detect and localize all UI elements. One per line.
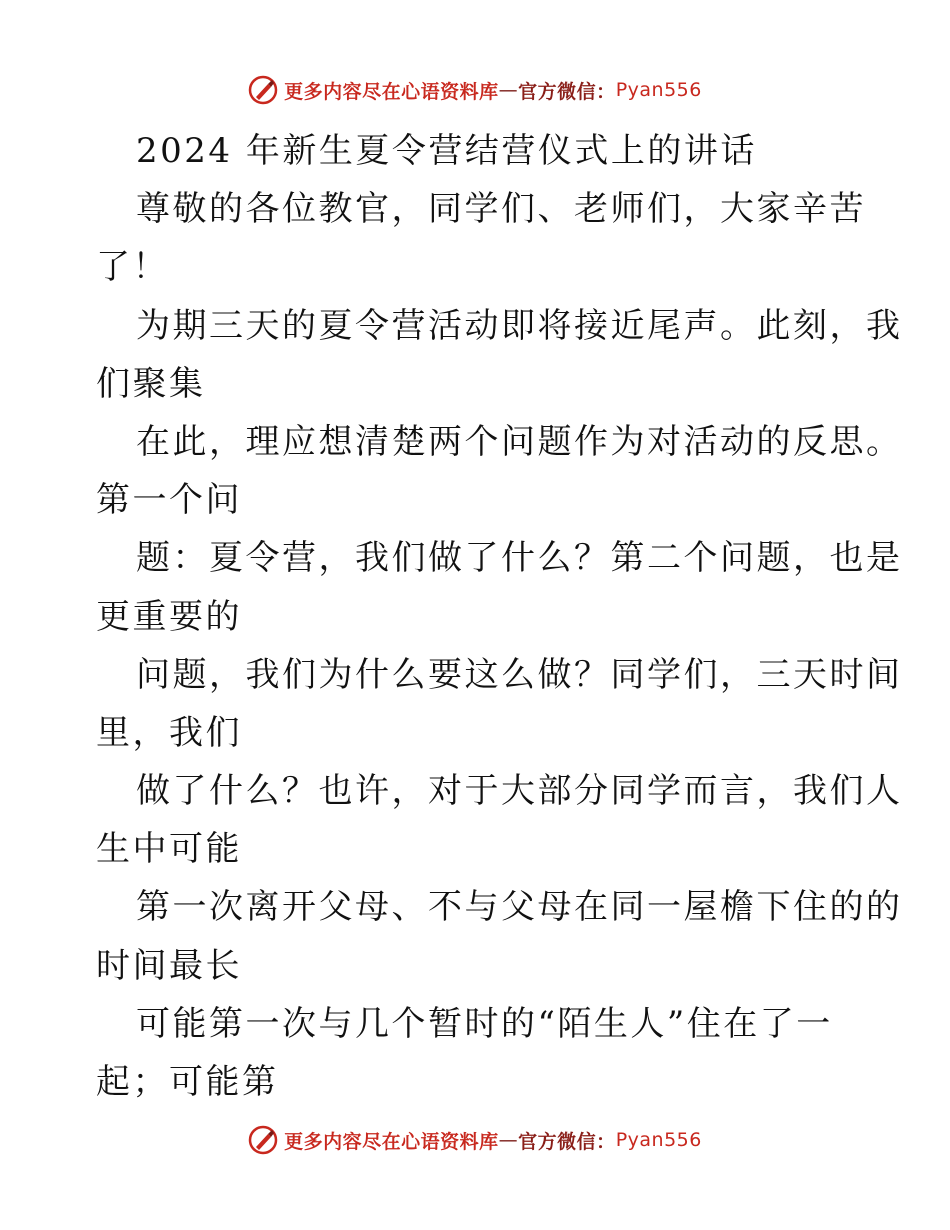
text-line: 为期三天的夏令营活动即将接近尾声。此刻，我 (136, 305, 903, 346)
footer-watermark (0, 1120, 950, 1160)
text-line: 在此，理应想清楚两个问题作为对活动的反思。 (136, 421, 903, 462)
text-line: 做了什么？也许，对于大部分同学而言，我们人 (136, 771, 903, 812)
text-line: 可能第一次与几个暂时的“陌生人”住在了一 (136, 1003, 833, 1044)
pen-logo-icon (248, 75, 278, 105)
text-line: 问题，我们为什么要这么做？同学们，三天时间 (136, 654, 903, 695)
footer-dash: — (498, 1129, 519, 1151)
text-line: 尊敬的各位教官，同学们、老师们，大家辛苦 (136, 189, 866, 230)
text-line: 更重要的 (96, 596, 242, 637)
text-line: 时间最长 (96, 945, 242, 986)
header-site-name: 更多内容尽在心语资料库 (284, 80, 499, 103)
header-wechat-label: 官方微信： (518, 80, 616, 103)
footer-wechat-label: 官方微信： (518, 1130, 616, 1153)
header-dash: — (498, 79, 519, 101)
text-line: 第一次离开父母、不与父母在同一屋檐下住的的 (136, 887, 903, 928)
footer-wechat-id: Pyan556 (615, 1129, 702, 1151)
pen-logo-icon (248, 1125, 278, 1155)
text-line: 里，我们 (96, 712, 242, 753)
text-line: 生中可能 (96, 829, 242, 870)
text-line: 起；可能第 (96, 1062, 279, 1102)
document-body (96, 122, 903, 1111)
text-line: 题：夏令营，我们做了什么？第二个问题，也是 (136, 538, 903, 579)
header-watermark (0, 70, 950, 110)
text-line: 第一个问 (96, 480, 242, 521)
text-line: 们聚集 (96, 363, 206, 404)
text-line: 了！ (96, 247, 169, 288)
footer-site-name: 更多内容尽在心语资料库 (284, 1130, 499, 1153)
document-title: 2024 年新生夏令营结营仪式上的讲话 (136, 131, 757, 171)
header-wechat-id: Pyan556 (615, 79, 702, 101)
